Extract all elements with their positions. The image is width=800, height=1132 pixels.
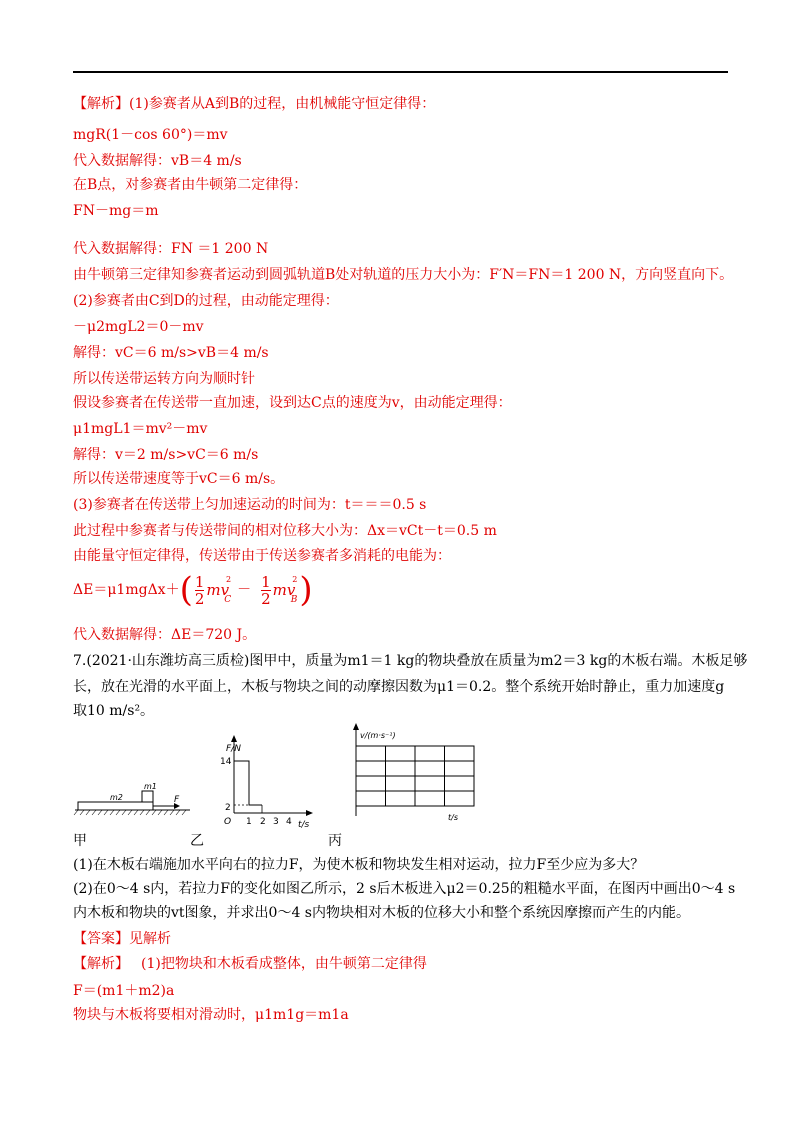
equation-line: F＝(m1＋m2)a: [73, 983, 175, 999]
equation-line: mgR(1－cos 60°)＝mv: [73, 127, 228, 143]
solution-line: [73, 95, 435, 113]
text-line: 由牛顿第三定律知参赛者运动到圆弧轨道B处对轨道的压力大小为：F′N＝FN＝1 200 N，方向竖直向下。: [73, 267, 734, 283]
answer-text: 见解析: [129, 931, 171, 947]
bing-ylabel: v/(m·s⁻¹): [360, 731, 396, 740]
problem-text: 长，放在光滑的水平面上，木板与物块之间的动摩擦因数为μ1＝0.2。整个系统开始时静止，重力加速度g: [73, 679, 725, 695]
fraction-half: $\frac{1}{2}$: [261, 572, 271, 608]
solution-tag: 【解析】: [73, 96, 129, 112]
solution-line: [73, 955, 427, 973]
question-2: (2)在0～4 s内，若拉力F的变化如图乙所示，2 s后木板进入μ2＝0.25的粗糙水平面，在图丙中画出0～4 s: [73, 881, 736, 897]
result-line: 代入数据解得：vB＝4 m/s: [73, 153, 242, 169]
yi-tick-2s: 2: [260, 817, 266, 827]
m1-label: m1: [144, 782, 157, 791]
yi-origin: O: [224, 817, 232, 827]
solution-tag-2: 【解析】: [73, 956, 129, 972]
panel-label-yi: 乙: [190, 833, 204, 849]
text-line: 此过程中参赛者与传送带间的相对位移大小为：Δx＝vCt－t＝0.5 m: [73, 523, 497, 539]
answer-line: [73, 930, 171, 948]
right-paren: ): [299, 570, 313, 610]
problem-text: 取10 m/s²。: [73, 703, 155, 719]
text-line: (3)参赛者在传送带上匀加速运动的时间为：t＝＝＝0.5 s: [73, 497, 427, 513]
equation-line: μ1mgL1＝mv²－mv: [73, 421, 208, 437]
header-rule: [73, 71, 728, 73]
result-line: 代入数据解得：ΔE＝720 J。: [73, 627, 257, 643]
text-line: 由能量守恒定律得，传送带由于传送参赛者多消耗的电能为：: [73, 548, 451, 564]
figure-bing: [353, 723, 474, 822]
text-line: 所以传送带速度等于vC＝6 m/s。: [73, 471, 285, 487]
board-m2: [78, 802, 153, 810]
text-line: 假设参赛者在传送带一直加速，设到达C点的速度为v，由动能定理得：: [73, 395, 512, 411]
figure-yi: [220, 735, 313, 828]
panel-label-jia: 甲: [73, 833, 87, 849]
panel-label-bing: 丙: [328, 833, 342, 849]
yi-tick-14: 14: [220, 757, 232, 767]
solution-text-2: (1)把物块和木板看成整体，由牛顿第二定律得: [141, 956, 427, 972]
yi-tick-3: 3: [273, 817, 279, 827]
result-line: 代入数据解得：FN ＝1 200 N: [73, 241, 269, 257]
yi-tick-1: 1: [246, 817, 252, 827]
yi-xlabel: t/s: [298, 820, 310, 828]
text-line: (2)参赛者由C到D的过程，由动能定理得：: [73, 293, 339, 309]
question-1: (1)在木板右端施加水平向右的拉力F，为使木板和物块发生相对运动，拉力F至少应为多大？: [73, 857, 645, 873]
yi-tick-2: 2: [225, 803, 231, 813]
left-paren: (: [179, 570, 193, 610]
energy-equation-lhs: ΔE＝μ1mgΔx＋: [73, 582, 180, 598]
answer-tag: 【答案】: [73, 931, 129, 947]
result-line: 解得：vC＝6 m/s>vB＝4 m/s: [73, 345, 269, 361]
force-curve: [234, 761, 262, 805]
bing-xlabel: t/s: [448, 813, 458, 822]
equation-line: FN－mg＝m: [73, 203, 159, 219]
m2-label: m2: [110, 793, 123, 802]
yi-tick-4: 4: [286, 817, 292, 827]
force-label: F: [174, 795, 180, 805]
figure-jia: [74, 782, 190, 815]
figure-panels: [70, 718, 490, 828]
equation-line: －μ2mgL2＝0－mv: [73, 319, 204, 335]
text-line: 所以传送带运转方向为顺时针: [73, 371, 255, 387]
yi-ylabel: F/N: [226, 744, 241, 754]
solution-text: (1)参赛者从A到B的过程，由机械能守恒定律得：: [129, 96, 436, 112]
mv-b-term: mv 2 B: [272, 575, 298, 605]
question-2-cont: 内木板和物块的vt图象，并求出0～4 s内物块相对木板的位移大小和整个系统因摩擦而产生的内能。: [73, 905, 690, 921]
text-line: 在B点，对参赛者由牛顿第二定律得：: [73, 177, 308, 193]
block-m1: [142, 791, 153, 802]
problem-text: 7.(2021·山东潍坊高三质检)图甲中，质量为m1＝1 kg的物块叠放在质量为m2＝3 kg的木板右端。木板足够: [73, 653, 748, 669]
fraction-half: $\frac{1}{2}$: [194, 572, 205, 608]
result-line: 解得：v＝2 m/s>vC＝6 m/s: [73, 447, 259, 463]
mv-c-term: mv 2 C: [206, 575, 232, 605]
equation-line: 物块与木板将要相对滑动时，μ1m1g＝m1a: [73, 1007, 349, 1023]
energy-equation: ΔE＝μ1mgΔx＋( $\frac{1}{2}$ mv 2 C － $\frac{1}{2}$ mv 2 B ): [73, 570, 313, 610]
